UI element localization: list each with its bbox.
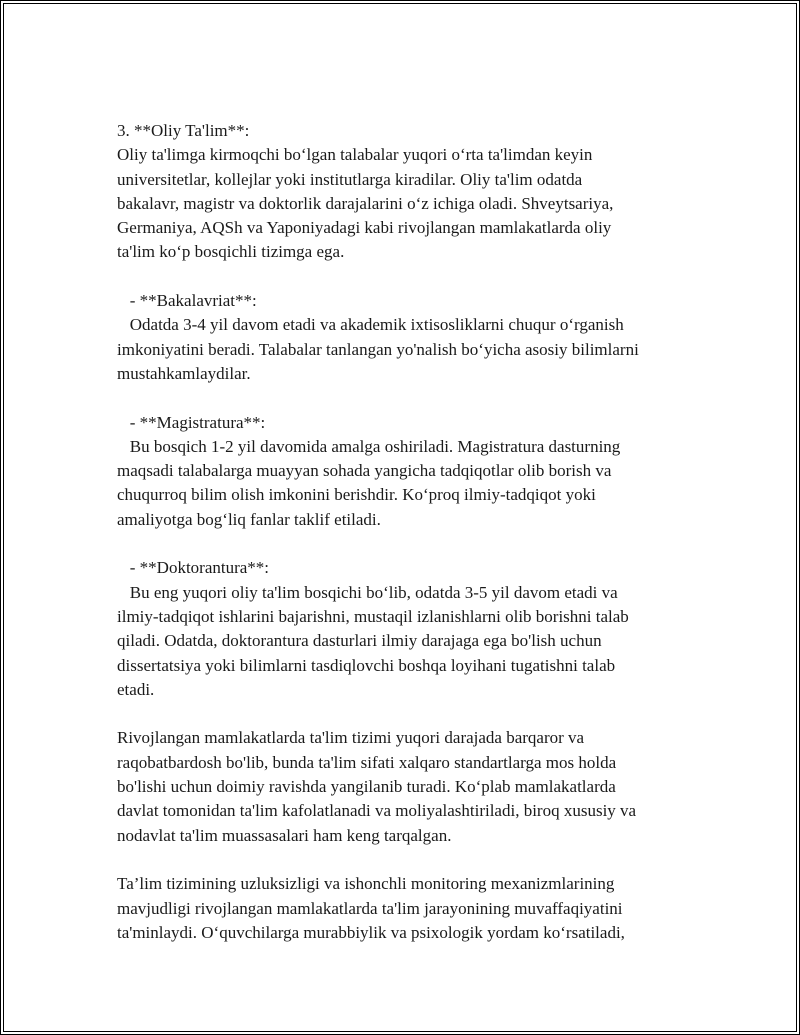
paragraph-line: ta'minlaydi. O‘quvchilarga murabbiylik va psixologik yordam ko‘rsatiladi, (117, 922, 625, 942)
paragraph-line: davlat tomonidan ta'lim kafolatlanadi va moliyalashtiriladi, biroq xususiy va (117, 801, 637, 821)
paragraph-line: etadi. (117, 679, 155, 699)
bachelor-paragraph (117, 313, 717, 386)
paragraph-line: Rivojlangan mamlakatlarda ta'lim tizimi yuqori darajada barqaror va (117, 728, 585, 748)
paragraph-line: Bu eng yuqori oliy ta'lim bosqichi bo‘lib, odatda 3-5 yil davom etadi va (117, 582, 618, 602)
doctoral-paragraph (117, 581, 717, 702)
paragraph-spacer (117, 265, 717, 289)
bachelor-heading: - **Bakalavriat**: (117, 291, 257, 311)
developed-countries-paragraph (117, 726, 717, 847)
paragraph-line: bo'lishi uchun doimiy ravishda yangilanib turadi. Ko‘plab mamlakatlarda (117, 777, 616, 797)
paragraph-line: maqsadi talabalarga muayyan sohada yangicha tadqiqotlar olib borish va (117, 461, 612, 481)
master-paragraph (117, 435, 717, 532)
paragraph-line: Bu bosqich 1-2 yil davomida amalga oshiriladi. Magistratura dasturning (117, 436, 621, 456)
paragraph-line: amaliyotga bog‘liq fanlar taklif etiladi. (117, 509, 381, 529)
paragraph-spacer (117, 386, 717, 410)
paragraph-line: raqobatbardosh bo'lib, bunda ta'lim sifati xalqaro standartlarga mos holda (117, 752, 617, 772)
paragraph-line: chuqurroq bilim olish imkonini berishdir. Ko‘proq ilmiy-tadqiqot yoki (117, 485, 596, 505)
paragraph-line: mavjudligi rivojlangan mamlakatlarda ta'lim jarayonining muvaffaqiyatini (117, 898, 623, 918)
paragraph-line: Oliy ta'limga kirmoqchi bo‘lgan talabalar yuqori o‘rta ta'limdan keyin (117, 145, 593, 165)
monitoring-paragraph (117, 872, 717, 945)
paragraph-line: mustahkamlaydilar. (117, 363, 251, 383)
paragraph-line: Germaniya, AQSh va Yaponiyadagi kabi rivojlangan mamlakatlarda oliy (117, 218, 612, 238)
paragraph-line: imkoniyatini beradi. Talabalar tanlangan yo'nalish bo‘yicha asosiy bilimlarni (117, 339, 639, 359)
intro-paragraph (117, 143, 717, 264)
paragraph-line: ta'lim ko‘p bosqichli tizimga ega. (117, 242, 345, 262)
paragraph-line: Ta’lim tizimining uzluksizligi va ishonchli monitoring mexanizmlarining (117, 874, 615, 894)
paragraph-line: nodavlat ta'lim muassasalari ham keng tarqalgan. (117, 825, 452, 845)
paragraph-spacer (117, 702, 717, 726)
paragraph-line: ilmiy-tadqiqot ishlarini bajarishni, mustaqil izlanishlarni olib borishni talab (117, 606, 629, 626)
paragraph-line: universitetlar, kollejlar yoki institutlarga kiradilar. Oliy ta'lim odatda (117, 169, 583, 189)
section-heading: 3. **Oliy Ta'lim**: (117, 121, 250, 140)
document-body (117, 119, 717, 945)
paragraph-spacer (117, 532, 717, 556)
paragraph-line: Odatda 3-4 yil davom etadi va akademik ixtisosliklarni chuqur o‘rganish (117, 315, 624, 335)
paragraph-line: dissertatsiya yoki bilimlarni tasdiqlovchi boshqa loyihani tugatishni talab (117, 655, 616, 675)
paragraph-spacer (117, 848, 717, 872)
doctoral-heading: - **Doktorantura**: (117, 558, 270, 578)
paragraph-line: qiladi. Odatda, doktorantura dasturlari ilmiy darajaga ega bo'lish uchun (117, 631, 602, 651)
master-heading: - **Magistratura**: (117, 412, 266, 432)
paragraph-line: bakalavr, magistr va doktorlik darajalarini o‘z ichiga oladi. Shveytsariya, (117, 193, 614, 213)
